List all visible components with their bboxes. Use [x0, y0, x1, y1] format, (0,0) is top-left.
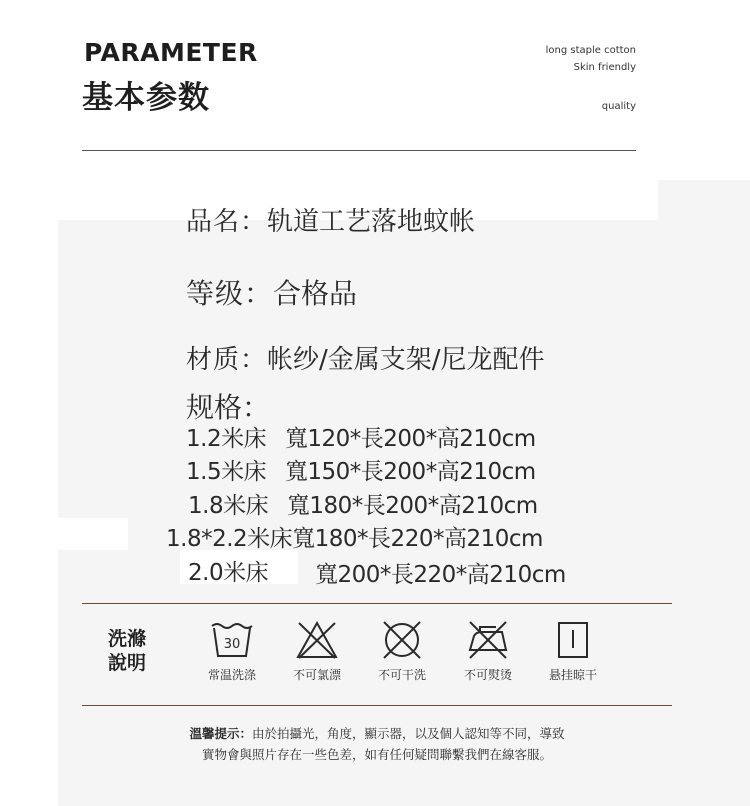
- param-material-label: 材质：: [186, 345, 268, 375]
- blank-patch-left: [30, 518, 128, 550]
- param-name-value: 轨道工艺落地蚊帐: [267, 207, 476, 237]
- spec-bed: 2.0米床: [188, 560, 269, 586]
- care-item-no-bleach: [277, 620, 357, 683]
- care-item-no-dry-clean: [362, 620, 442, 683]
- care-item-no-iron: [448, 620, 528, 683]
- notice-line2: 實物會與照片存在一些色差，如有任何疑問聯繫我們在線客服。: [201, 747, 552, 762]
- notice-prefix: 溫馨提示：: [189, 726, 252, 741]
- param-grade-label: 等级：: [186, 277, 274, 310]
- param-name-row: [186, 201, 475, 238]
- spec-bed: 1.2米床: [186, 426, 267, 452]
- param-grade-value: 合格品: [273, 277, 358, 310]
- hang-dry-icon: [551, 620, 595, 660]
- spec-bed: 1.8米床: [188, 493, 269, 519]
- wash-30-icon: [210, 620, 254, 660]
- param-material-row: [186, 339, 545, 376]
- notice-line1: [82, 724, 672, 742]
- care-item-wash: [192, 620, 272, 683]
- spec-bed: 1.8*2.2米床: [166, 526, 293, 552]
- care-label: 悬挂晾干: [548, 668, 597, 682]
- wash-temp-text: 30: [223, 637, 241, 652]
- no-iron-icon: [466, 620, 510, 660]
- title-english: PARAMETER: [84, 38, 258, 67]
- spec-row: [166, 520, 543, 553]
- notice-text1: 由於拍攝光，角度，顯示器，以及個人認知等不同，導致: [252, 726, 565, 741]
- spec-size: 寬200*長220*高210cm: [315, 562, 566, 588]
- param-material-value: 帐纱/金属支架/尼龙配件: [267, 345, 545, 375]
- no-bleach-icon: [295, 620, 339, 660]
- spec-bed: 1.5米床: [186, 459, 267, 485]
- care-label: 不可氯漂: [292, 668, 341, 682]
- care-label: 不可干洗: [377, 668, 426, 682]
- no-dry-clean-icon: [380, 620, 424, 660]
- title-chinese: 基本参数: [82, 80, 210, 116]
- care-label: 常温洗涤: [207, 668, 256, 682]
- care-top-divider: [82, 603, 672, 604]
- care-bottom-divider: [82, 705, 672, 706]
- care-title-line1: 洗滌: [108, 628, 147, 650]
- care-title-line2: 說明: [108, 652, 147, 674]
- spec-size: 寬180*長200*高210cm: [286, 493, 538, 519]
- spec-row: [188, 487, 538, 520]
- param-grade-row: [186, 272, 357, 312]
- spec-row: [188, 554, 268, 587]
- care-item-hang-dry: [533, 620, 613, 683]
- tag-long-staple-cotton: long staple cotton: [545, 45, 636, 56]
- param-name-label: 品名：: [186, 207, 268, 237]
- tag-skin-friendly: Skin friendly: [573, 62, 636, 73]
- spec-row: [186, 420, 536, 453]
- spec-size: 寬180*長220*高210cm: [292, 526, 543, 552]
- header-divider: [82, 150, 636, 151]
- spec-size-detached: [315, 556, 566, 589]
- tag-quality: quality: [601, 101, 636, 112]
- param-spec-label: 规格：: [186, 391, 271, 424]
- care-label: 不可熨烫: [463, 668, 512, 682]
- spec-size: 寬150*長200*高210cm: [284, 459, 536, 485]
- spec-size: 寬120*長200*高210cm: [284, 426, 536, 452]
- spec-row: [186, 453, 536, 486]
- care-title: [108, 627, 146, 675]
